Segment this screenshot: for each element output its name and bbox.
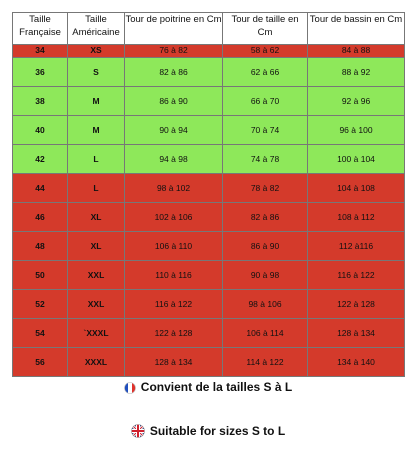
cell-waist: 62 à 66 [223, 58, 308, 87]
uk-flag-icon [131, 424, 145, 441]
cell-french-size: 40 [13, 116, 68, 145]
cell-hips: 96 à 100 [308, 116, 405, 145]
cell-waist: 58 à 62 [223, 45, 308, 58]
cell-hips: 116 à 122 [308, 261, 405, 290]
cell-french-size: 44 [13, 174, 68, 203]
cell-hips: 108 à 112 [308, 203, 405, 232]
cell-chest: 90 à 94 [125, 116, 223, 145]
table-row [13, 261, 405, 290]
table-row [13, 58, 405, 87]
table-row [13, 232, 405, 261]
cell-french-size: 52 [13, 290, 68, 319]
cell-chest: 76 à 82 [125, 45, 223, 58]
cell-chest: 98 à 102 [125, 174, 223, 203]
cell-waist: 78 à 82 [223, 174, 308, 203]
cell-chest: 122 à 128 [125, 319, 223, 348]
cell-hips: 100 à 104 [308, 145, 405, 174]
cell-us-size: M [68, 116, 125, 145]
header-french-size: Taille Française [13, 13, 68, 45]
cell-us-size: XXL [68, 290, 125, 319]
table-row [13, 319, 405, 348]
header-hips: Tour de bassin en Cm [308, 13, 405, 45]
cell-us-size: XS [68, 45, 125, 58]
cell-waist: 114 à 122 [223, 348, 308, 377]
cell-hips: 128 à 134 [308, 319, 405, 348]
table-row [13, 290, 405, 319]
cell-waist: 106 à 114 [223, 319, 308, 348]
cell-chest: 94 à 98 [125, 145, 223, 174]
cell-hips: 122 à 128 [308, 290, 405, 319]
cell-us-size: `XXXL [68, 319, 125, 348]
cell-chest: 128 à 134 [125, 348, 223, 377]
cell-chest: 106 à 110 [125, 232, 223, 261]
cell-french-size: 56 [13, 348, 68, 377]
cell-us-size: XL [68, 203, 125, 232]
cell-french-size: 48 [13, 232, 68, 261]
cell-waist: 70 à 74 [223, 116, 308, 145]
table-row [13, 87, 405, 116]
cell-hips: 88 à 92 [308, 58, 405, 87]
english-note [0, 424, 416, 441]
cell-hips: 112 à116 [308, 232, 405, 261]
cell-waist: 90 à 98 [223, 261, 308, 290]
cell-chest: 82 à 86 [125, 58, 223, 87]
cell-us-size: L [68, 174, 125, 203]
table-row [13, 348, 405, 377]
cell-chest: 116 à 122 [125, 290, 223, 319]
table-row [13, 174, 405, 203]
table-row [13, 45, 405, 58]
header-us-size: Taille Américaine [68, 13, 125, 45]
cell-french-size: 36 [13, 58, 68, 87]
cell-hips: 84 à 88 [308, 45, 405, 58]
cell-french-size: 50 [13, 261, 68, 290]
cell-hips: 134 à 140 [308, 348, 405, 377]
cell-waist: 86 à 90 [223, 232, 308, 261]
cell-us-size: L [68, 145, 125, 174]
table-row [13, 145, 405, 174]
size-chart-table [12, 12, 405, 377]
cell-hips: 104 à 108 [308, 174, 405, 203]
cell-waist: 82 à 86 [223, 203, 308, 232]
cell-chest: 86 à 90 [125, 87, 223, 116]
header-row [13, 13, 405, 45]
cell-waist: 74 à 78 [223, 145, 308, 174]
cell-waist: 66 à 70 [223, 87, 308, 116]
table-row [13, 116, 405, 145]
cell-waist: 98 à 106 [223, 290, 308, 319]
cell-us-size: XL [68, 232, 125, 261]
header-chest: Tour de poitrine en Cm [125, 13, 223, 45]
cell-chest: 102 à 106 [125, 203, 223, 232]
cell-french-size: 42 [13, 145, 68, 174]
france-flag-icon [124, 382, 136, 397]
cell-french-size: 38 [13, 87, 68, 116]
cell-chest: 110 à 116 [125, 261, 223, 290]
cell-french-size: 54 [13, 319, 68, 348]
cell-us-size: XXXL [68, 348, 125, 377]
cell-us-size: S [68, 58, 125, 87]
cell-french-size: 46 [13, 203, 68, 232]
header-waist: Tour de taille en Cm [223, 13, 308, 45]
table-row [13, 203, 405, 232]
cell-french-size: 34 [13, 45, 68, 58]
cell-us-size: XXL [68, 261, 125, 290]
english-note-text: Suitable for sizes S to L [149, 424, 286, 438]
cell-hips: 92 à 96 [308, 87, 405, 116]
french-note [0, 380, 416, 397]
cell-us-size: M [68, 87, 125, 116]
french-note-text: Convient de la tailles S à L [140, 380, 293, 394]
